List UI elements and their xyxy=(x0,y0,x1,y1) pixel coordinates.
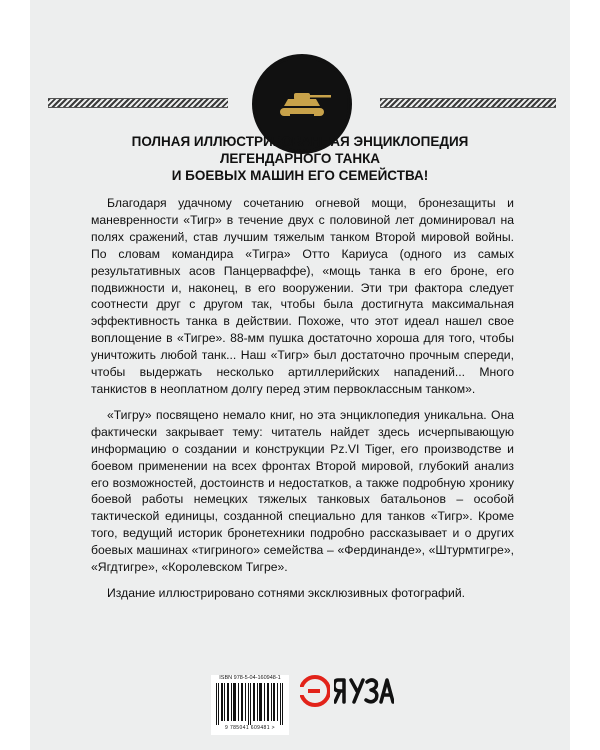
headline-line-3: И БОЕВЫХ МАШИН ЕГО СЕМЕЙСТВА! xyxy=(171,168,429,183)
paragraph-3: Издание иллюстрировано сотнями эксклюзивных фотографий. xyxy=(107,585,466,600)
eksmo-logo xyxy=(300,673,330,709)
isbn-label: ISBN 978-5-04-160948-1 xyxy=(219,675,281,681)
headline xyxy=(90,133,510,184)
decorative-rope-right xyxy=(380,98,556,108)
paragraph-1: Благодаря удачному сочетанию огневой мощи, бронезащиты и маневренности «Тигр» в течение двух с половиной лет доминировал на полях сражений, став лучшим тяжелым танком Второй мировой войны. По словам командира «Тигра» Отто Кариуса (одного из самых результативных асов Панцерваффе), «мощь танка в его броне, его подвижности и, наконец, в его вооружении. Эти три фактора следует соотнести друг с другом так, чтобы была достигнута максимальная эффективность танка в действии. Похоже, что этот идеал нашел свое воплощение в «Тигре». 88-мм пушка достаточно хороша для того, чтобы уничтожить любой танк... Наш «Тигр» был достаточно прочным спереди, чтобы выдержать несколько артиллерийских нападений... Много танкистов в неоплатном долгу перед этим первоклассным танком». xyxy=(91,196,514,396)
barcode xyxy=(211,675,289,735)
barcode-bars-icon xyxy=(214,683,286,725)
decorative-rope-left xyxy=(48,98,228,108)
paragraph-2: «Тигру» посвящено немало книг, но эта энциклопедия уникальна. Она фактически закрывает тему: читатель найдет здесь исчерпывающую информацию о создании и конструкции Pz.VI Tiger, его производстве и боевом применении на всех фронтах Второй мировой, глубокий анализ его возможностей, достоинств и недостатков, а также подробную хронику боевой работы немецких тяжелых танковых батальонов – особой тактической единицы, созданной специально для танков «Тигр». Кроме того, ведущий историк бронетехники подробно рассказывает и о других боевых машинах «тигриного» семейства – «Фердинанде», «Штурмтигре», «Ягдтигре», «Королевском Тигре». xyxy=(91,407,514,575)
yauza-logo xyxy=(334,676,394,706)
barcode-number: 9 785041 609481 > xyxy=(224,725,276,731)
headline-line-2: ЛЕГЕНДАРНОГО ТАНКА xyxy=(219,151,381,166)
headline-line-1: ПОЛНАЯ ИЛЛЮСТРИРОВАННАЯ ЭНЦИКЛОПЕДИЯ xyxy=(131,134,469,149)
description-text xyxy=(91,195,514,611)
